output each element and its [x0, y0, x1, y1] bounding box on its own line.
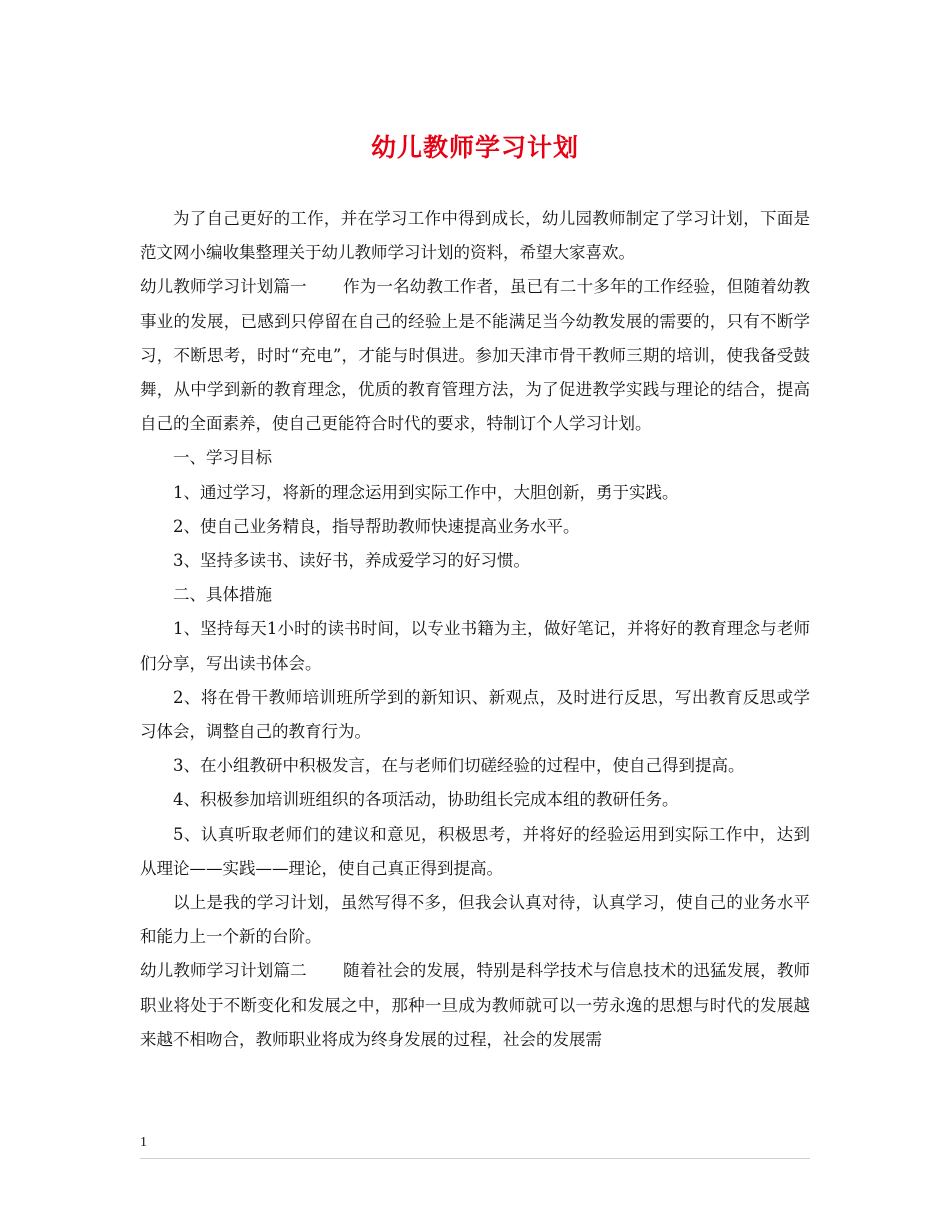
- footer-divider: [140, 1158, 810, 1159]
- paragraph: 5、认真听取老师们的建议和意见，积极思考，并将好的经验运用到实际工作中，达到从理论——实践——理论，使自己真正得到提高。: [140, 824, 810, 878]
- paragraph: [140, 954, 810, 1057]
- paragraph: 3、坚持多读书、读好书，养成爱学习的好习惯。: [173, 551, 530, 571]
- section-heading: 幼儿教师学习计划篇一: [140, 277, 307, 297]
- section-heading: 幼儿教师学习计划篇二: [140, 961, 307, 981]
- paragraph: 1、坚持每天1小时的读书时间，以专业书籍为主，做好笔记，并将好的教育理念与老师们分享，写出读书体会。: [140, 619, 810, 673]
- document-body: [140, 202, 810, 1057]
- paragraph: 3、在小组教研中积极发言，在与老师们切磋经验的过程中，使自己得到提高。: [173, 756, 745, 776]
- paragraph-text: 随着社会的发展，特别是科学技术与信息技术的迅猛发展，教师职业将处于不断变化和发展之中，那种一旦成为教师就可以一劳永逸的思想与时代的发展越来越不相吻合，教师职业将成为终身发展的过程，社会的发展需: [140, 961, 811, 1049]
- paragraph: 一、学习目标: [173, 448, 272, 468]
- paragraph: 以上是我的学习计划，虽然写得不多，但我会认真对待，认真学习，使自己的业务水平和能力上一个新的台阶。: [140, 893, 810, 947]
- paragraph-text: 作为一名幼教工作者，虽已有二十多年的工作经验，但随着幼教事业的发展，已感到只停留在自己的经验上是不能满足当今幼教发展的需要的，只有不断学习，不断思考，时时“充电”，才能与时俱进。参加天津市骨干教师三期的培训，使我备受鼓舞，从中学到新的教育理念，优质的教育管理方法，为了促进教学实践与理论的结合，提高自己的全面素养，使自己更能符合时代的要求，特制订个人学习计划。: [140, 277, 811, 434]
- paragraph: 1、通过学习，将新的理念运用到实际工作中，大胆创新，勇于实践。: [173, 482, 679, 502]
- document-title: 幼儿教师学习计划: [370, 133, 579, 162]
- paragraph: 为了自己更好的工作，并在学习工作中得到成长，幼儿园教师制定了学习计划，下面是范文网小编收集整理关于幼儿教师学习计划的资料，希望大家喜欢。: [140, 209, 810, 263]
- page-number: 1: [140, 1135, 147, 1150]
- paragraph: 2、使自己业务精良，指导帮助教师快速提高业务水平。: [173, 516, 580, 536]
- paragraph: 4、积极参加培训班组织的各项活动，协助组长完成本组的教研任务。: [173, 790, 679, 810]
- paragraph: 2、将在骨干教师培训班所学到的新知识、新观点，及时进行反思，写出教育反思或学习体会，调整自己的教育行为。: [140, 687, 810, 742]
- paragraph: [140, 270, 810, 441]
- paragraph: 二、具体措施: [173, 585, 272, 605]
